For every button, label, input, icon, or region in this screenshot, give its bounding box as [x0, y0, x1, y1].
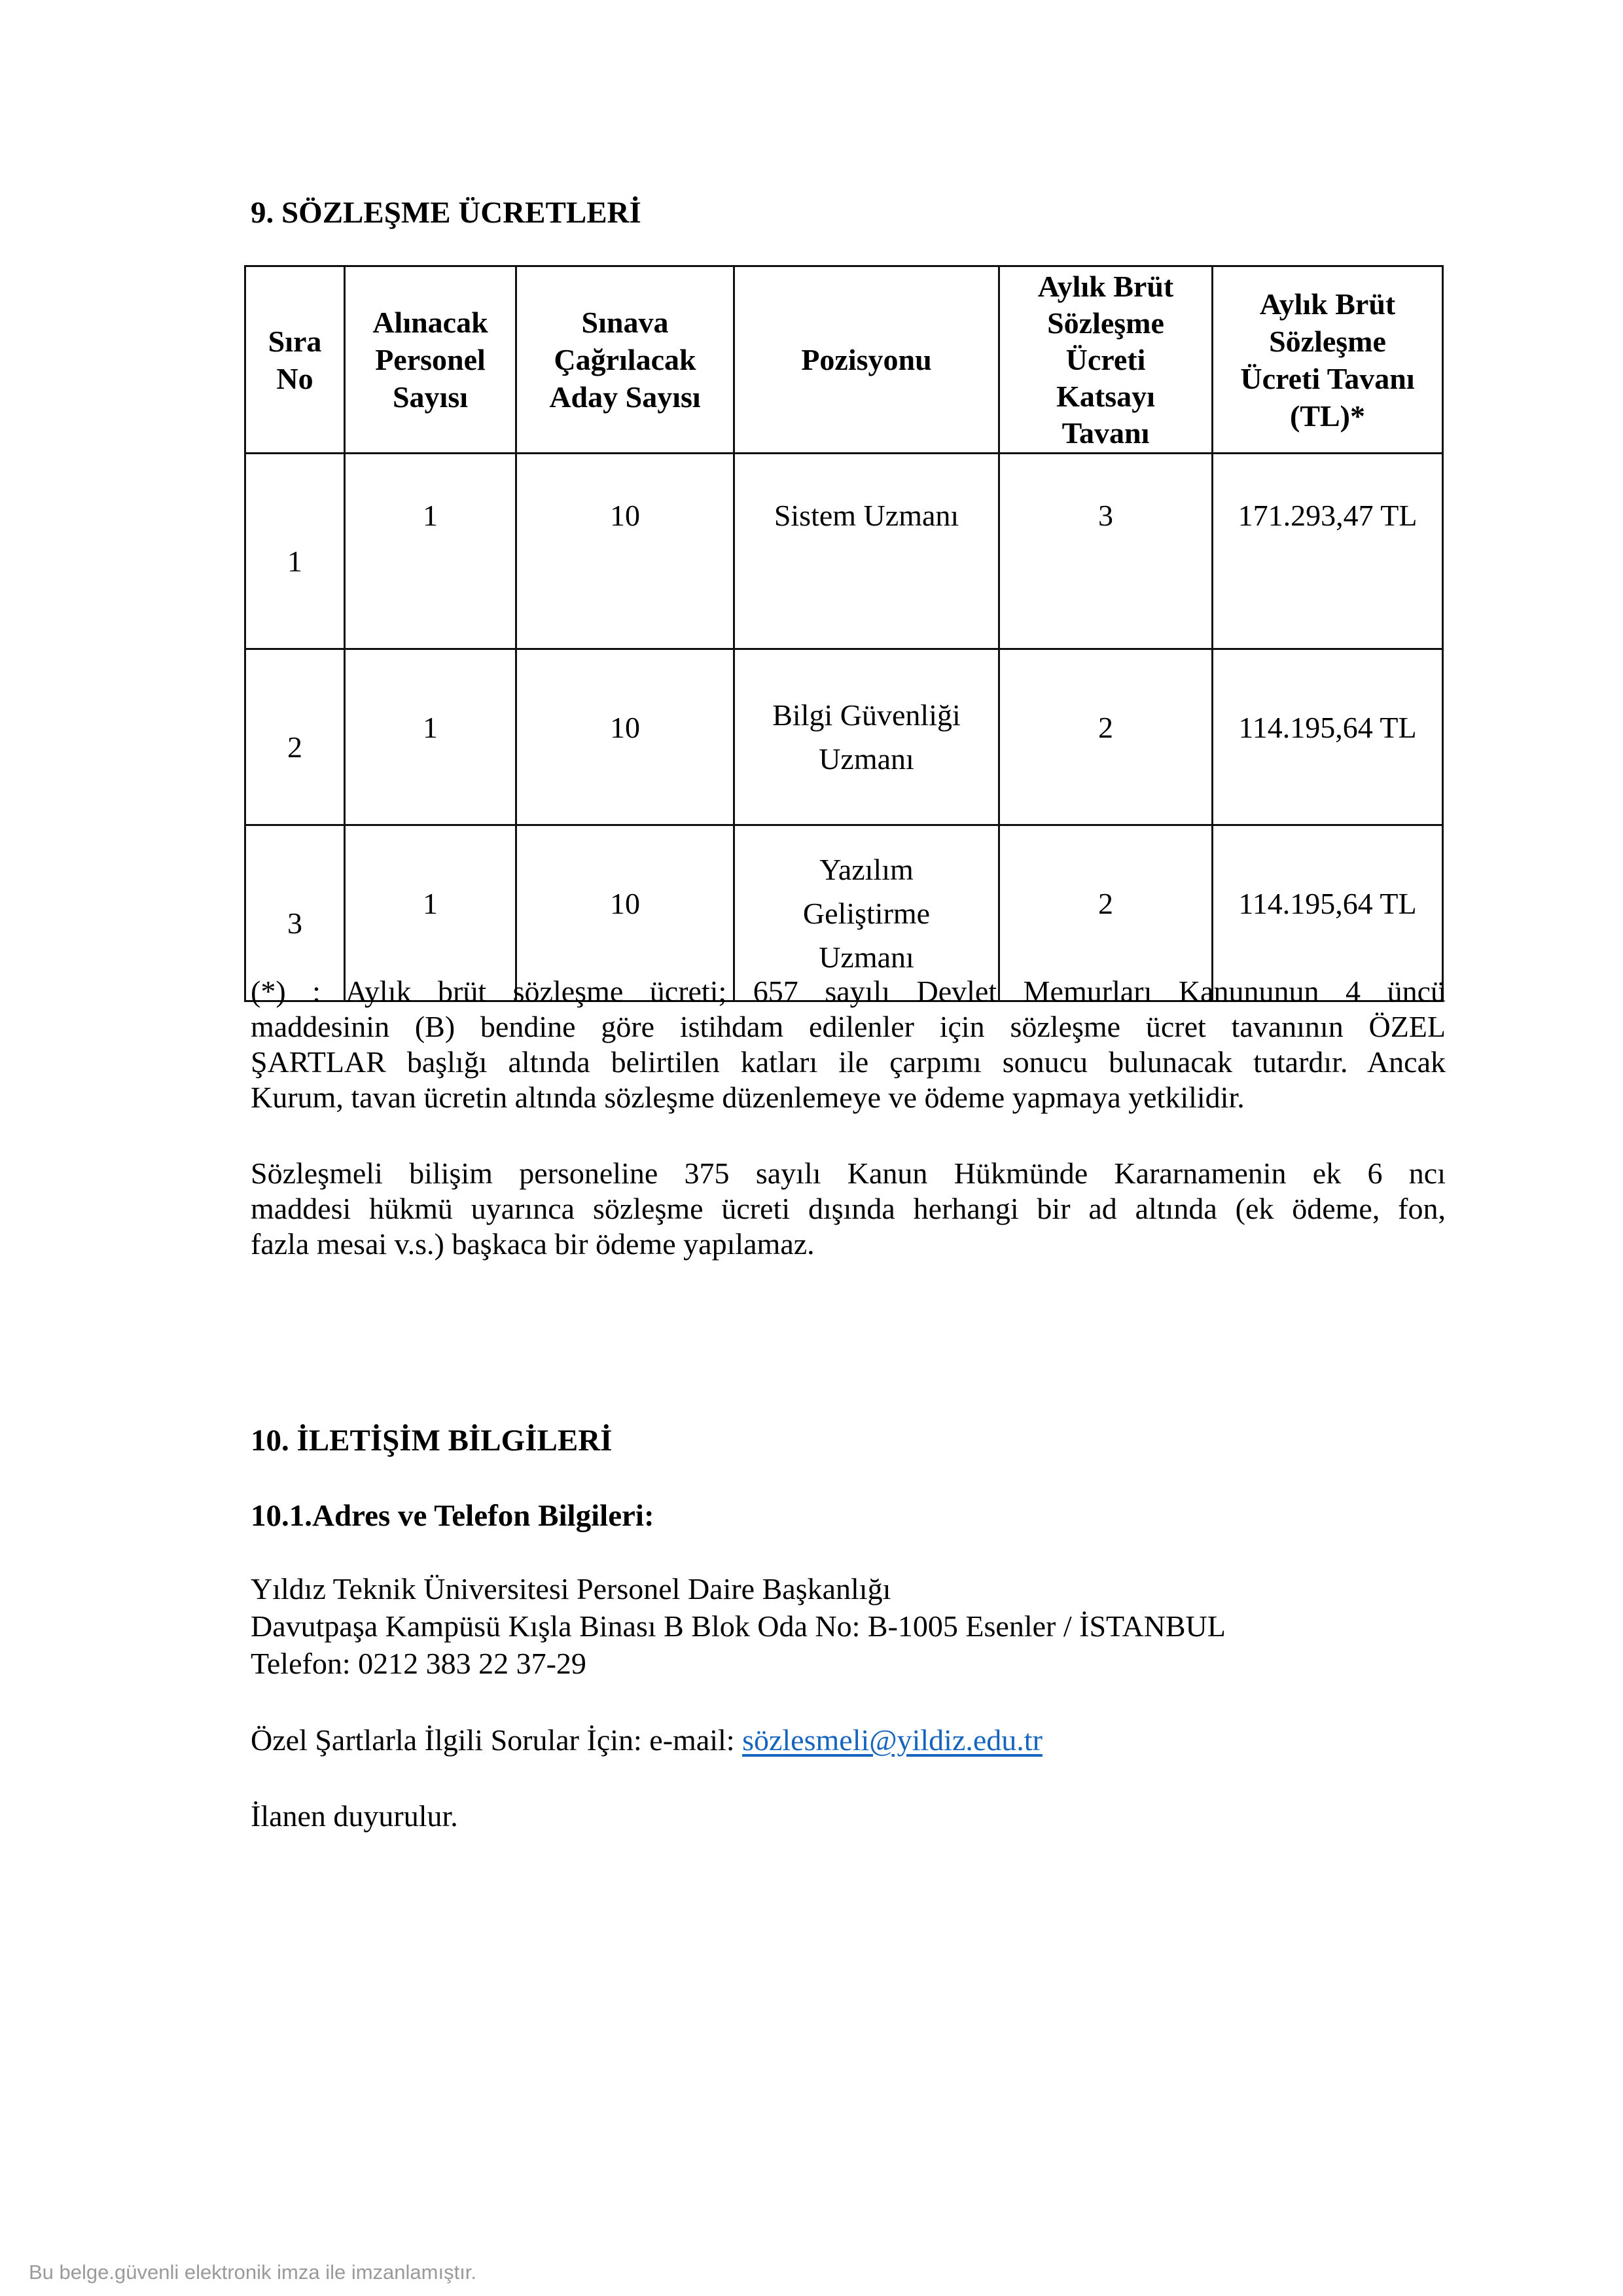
email-line [251, 1725, 1043, 1755]
cell-aday: 10 [516, 649, 734, 825]
table-header-row [245, 266, 1443, 454]
contract-wage-table [244, 265, 1444, 1002]
e-signature-note: Bu belge.güvenli elektronik imza ile imzanlamıştır. [29, 2261, 477, 2284]
note-paragraph [251, 1156, 1446, 1262]
cell-katsayi: 2 [999, 825, 1213, 1001]
address-line-street: Davutpaşa Kampüsü Kışla Binası B Blok Oda No: B-1005 Esenler / İSTANBUL [251, 1609, 1226, 1643]
header-sira-no: Sıra No [245, 266, 345, 454]
header-aday-sayisi: Sınava Çağrılacak Aday Sayısı [516, 266, 734, 454]
cell-sira-no: 2 [245, 649, 345, 825]
phone-line: Telefon: 0212 383 22 37-29 [251, 1647, 586, 1680]
footnote-paragraph [251, 974, 1446, 1115]
header-ucret-tavani: Aylık Brüt Sözleşme Ücreti Tavanı (TL)* [1213, 266, 1443, 454]
cell-tavan: 171.293,47 TL [1213, 454, 1443, 649]
cell-pozisyon: Bilgi Güvenliği Uzmanı [734, 649, 999, 825]
cell-alinacak: 1 [345, 825, 516, 1001]
header-alinacak-personel: Alınacak Personel Sayısı [345, 266, 516, 454]
cell-katsayi: 2 [999, 649, 1213, 825]
address-line-institution: Yıldız Teknik Üniversitesi Personel Daire Başkanlığı [251, 1572, 891, 1605]
paragraph-line: maddesinin (B) bendine göre istihdam edilenler için sözleşme ücret tavanının ÖZEL [251, 1010, 1446, 1043]
paragraph-line: maddesi hükmü uyarınca sözleşme ücreti dışında herhangi bir ad altında (ek ödeme, fon, [251, 1192, 1446, 1225]
paragraph-line: ŞARTLAR başlığı altında belirtilen katları ile çarpımı sonucu bulunacak tutardır. Ancak [251, 1045, 1446, 1079]
address-block [251, 1574, 1226, 1686]
email-link[interactable]: sözlesmeli@yildiz.edu.tr [742, 1723, 1043, 1757]
cell-aday: 10 [516, 454, 734, 649]
paragraph-line: fazla mesai v.s.) başkaca bir ödeme yapılamaz. [251, 1227, 815, 1261]
paragraph-line: (*) : Aylık brüt sözleşme ücreti; 657 sayılı Devlet Memurları Kanununun 4 üncü [251, 975, 1446, 1008]
section-9-title: 9. SÖZLEŞME ÜCRETLERİ [251, 196, 641, 230]
cell-tavan: 114.195,64 TL [1213, 825, 1443, 1001]
section-10-1-subtitle: 10.1.Adres ve Telefon Bilgileri: [251, 1499, 654, 1533]
section-10-title: 10. İLETİŞİM BİLGİLERİ [251, 1424, 613, 1458]
header-katsayi: Aylık Brüt Sözleşme Ücreti Katsayı Tavanı [999, 266, 1213, 454]
cell-alinacak: 1 [345, 454, 516, 649]
cell-sira-no: 3 [245, 825, 345, 1001]
closing-text: İlanen duyurulur. [251, 1799, 458, 1833]
header-pozisyon: Pozisyonu [734, 266, 999, 454]
email-label: Özel Şartlarla İlgili Sorular İçin: e-mail: [251, 1723, 743, 1757]
cell-katsayi: 3 [999, 454, 1213, 649]
cell-tavan: 114.195,64 TL [1213, 649, 1443, 825]
cell-alinacak: 1 [345, 649, 516, 825]
table-row [245, 649, 1443, 825]
paragraph-line: Kurum, tavan ücretin altında sözleşme düzenlemeye ve ödeme yapmaya yetkilidir. [251, 1081, 1245, 1114]
cell-aday: 10 [516, 825, 734, 1001]
cell-pozisyon: Sistem Uzmanı [734, 454, 999, 649]
table-row [245, 454, 1443, 649]
cell-sira-no: 1 [245, 454, 345, 649]
cell-pozisyon: Yazılım Geliştirme Uzmanı [734, 825, 999, 1001]
paragraph-line: Sözleşmeli bilişim personeline 375 sayılı Kanun Hükmünde Kararnamenin ek 6 ncı [251, 1157, 1446, 1190]
